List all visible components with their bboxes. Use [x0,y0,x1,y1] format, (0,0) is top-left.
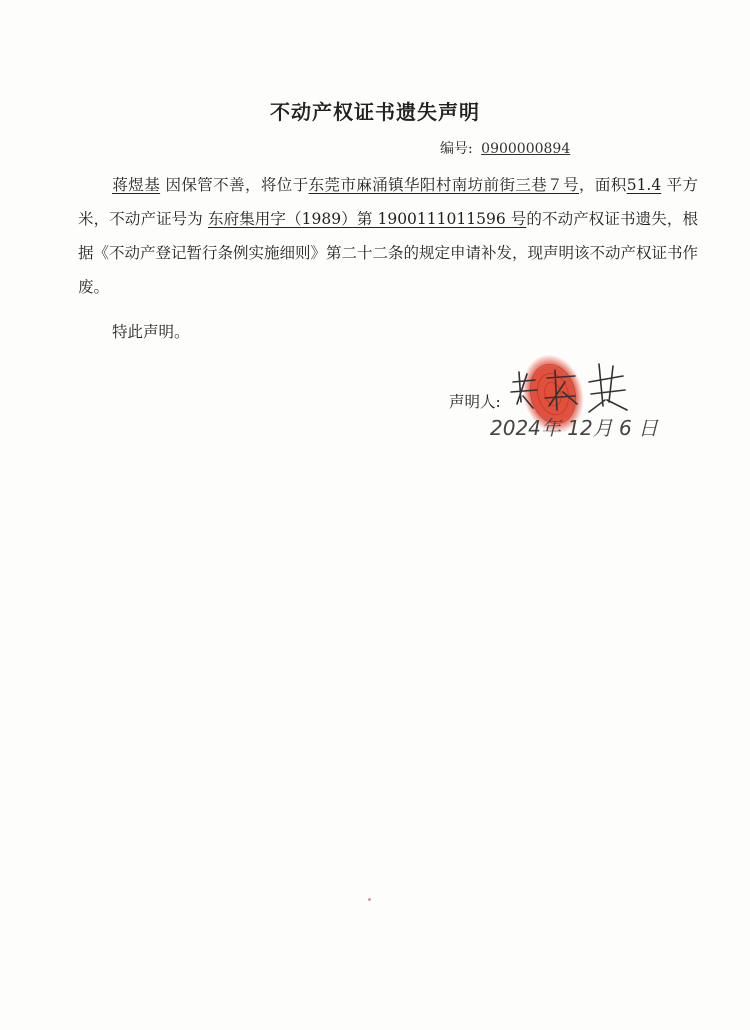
closing-statement: 特此声明。 [112,323,190,341]
certificate-number: 东府集用字（1989）第 1900111011596 号 [207,210,527,228]
serial-number-line [440,138,570,158]
declarant-label: 声明人: [449,393,501,411]
body-text-2: ，面积 [578,176,627,194]
paper-speck [368,898,371,901]
body-text-4: 的不动产权证书遗失，根据《不动产登记暂行条例实施细则》第二十二条的规定申请补发，现声明该不动产权证书作废。 [78,210,699,296]
property-address: 东莞市麻涌镇华阳村南坊前街三巷７号 [308,176,579,194]
property-area: 51.4 [626,176,662,194]
document-title: 不动产权证书遗失声明 [270,100,480,124]
body-text-3: 平方米，不动产证号为 [78,176,698,228]
serial-label: 编号: [440,141,473,157]
body-text-1: 因保管不善，将位于 [165,176,309,194]
serial-number: 0900000894 [481,141,571,157]
sign-date: 2024年 12月 6 日 [490,416,659,440]
owner-name: 蒋煜基 [112,176,161,194]
declaration-body [78,168,698,304]
